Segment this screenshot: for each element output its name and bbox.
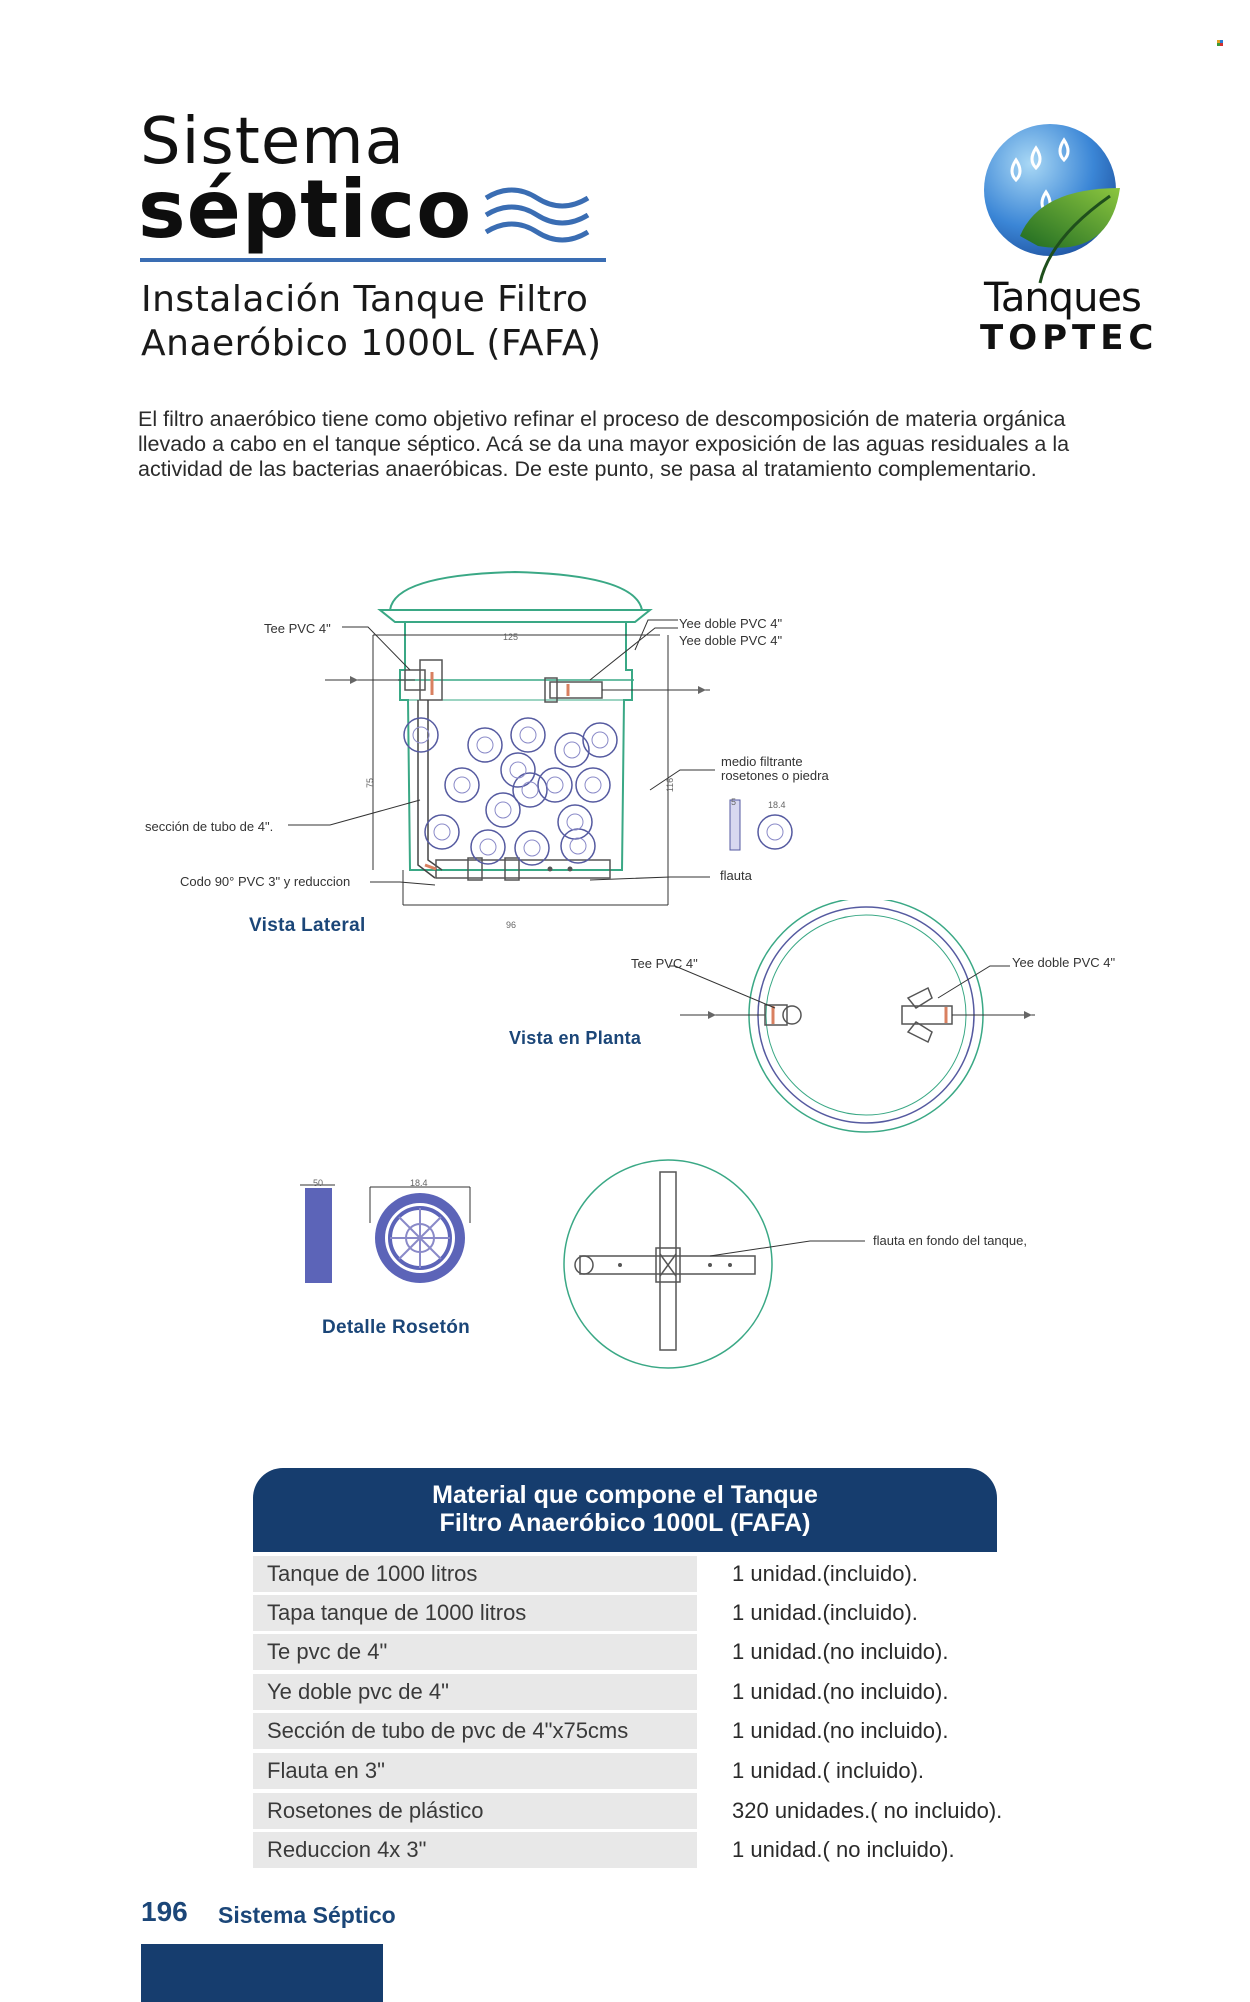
label-rosetones-piedra: rosetones o piedra bbox=[721, 768, 829, 783]
dim-bottom: 96 bbox=[506, 920, 517, 930]
dim-right: 116 bbox=[665, 777, 676, 793]
label-tee-pvc: Tee PVC 4" bbox=[264, 621, 331, 636]
title-line-2: séptico bbox=[138, 163, 473, 256]
logo-word-toptec: TOPTEC bbox=[980, 318, 1159, 358]
logo-word-tanques: Tanques bbox=[984, 275, 1141, 321]
page-number: 196 bbox=[141, 1896, 188, 1927]
table-row-item: Rosetones de plástico bbox=[253, 1793, 697, 1829]
corner-mark-icon bbox=[1217, 40, 1224, 47]
table-title-line-1: Material que compone el Tanque bbox=[432, 1481, 818, 1509]
page-section: Sistema Séptico bbox=[218, 1902, 396, 1928]
table-row-qty: 1 unidad.(no incluido). bbox=[732, 1679, 949, 1704]
vista-lateral-title: Vista Lateral bbox=[249, 915, 366, 936]
vista-planta-title: Vista en Planta bbox=[509, 1028, 642, 1048]
label-medio-filtrante: medio filtrante bbox=[721, 754, 803, 769]
water-drops-globe-leaf-icon bbox=[980, 118, 1128, 288]
table-row-item: Ye doble pvc de 4" bbox=[253, 1674, 697, 1710]
label-seccion-tubo: sección de tubo de 4". bbox=[145, 819, 274, 834]
flauta-detail-diagram bbox=[560, 1158, 1080, 1372]
table-row-qty: 1 unidad.( no incluido). bbox=[732, 1837, 955, 1862]
table-row-qty: 1 unidad.( incluido). bbox=[732, 1758, 925, 1783]
table-row-qty: 320 unidades.( no incluido). bbox=[732, 1798, 1003, 1823]
table-row-item: Te pvc de 4" bbox=[253, 1634, 697, 1670]
materials-table-header bbox=[253, 1468, 997, 1552]
roseton-dim-tube: 50 bbox=[313, 1178, 324, 1188]
dim-tube-small: 5 bbox=[731, 797, 737, 807]
intro-paragraph: El filtro anaeróbico tiene como objetivo refinar el proceso de descomposición de materia orgánica llevado a cabo en el tanque séptico. Acá se da una mayor exposición de las aguas residuales a la actividad de las bacterias anaeróbicas. De este punto, se pasa al tratamiento complementario. bbox=[138, 407, 1070, 481]
title-underline bbox=[140, 258, 606, 262]
table-row-item: Sección de tubo de pvc de 4"x75cms bbox=[253, 1713, 697, 1749]
dim-roseton-small: 18.4 bbox=[768, 800, 786, 810]
table-row-qty: 1 unidad.(no incluido). bbox=[732, 1639, 949, 1664]
plan-label-tee: Tee PVC 4" bbox=[631, 956, 698, 971]
table-row-item: Tapa tanque de 1000 litros bbox=[253, 1595, 697, 1631]
label-codo: Codo 90° PVC 3" y reduccion bbox=[180, 874, 351, 889]
subtitle-line-2: Anaeróbico 1000L (FAFA) bbox=[141, 323, 602, 364]
table-row-qty: 1 unidad.(incluido). bbox=[732, 1600, 918, 1625]
title-line-1: Sistema bbox=[140, 105, 405, 179]
label-flauta-fondo: flauta en fondo del tanque, bbox=[873, 1233, 1027, 1248]
roseton-dim-diameter: 18.4 bbox=[410, 1178, 428, 1188]
table-row-item: Flauta en 3" bbox=[253, 1753, 697, 1789]
subtitle-line-1: Instalación Tanque Filtro bbox=[141, 279, 589, 320]
roseton-detail-diagram bbox=[300, 1178, 480, 1298]
plan-view-diagram bbox=[670, 900, 1070, 1140]
label-yee-doble-1: Yee doble PVC 4" bbox=[679, 616, 783, 631]
footer-bar bbox=[141, 1944, 383, 2002]
detalle-roseton-title: Detalle Rosetón bbox=[322, 1317, 471, 1338]
table-row-item: Reduccion 4x 3" bbox=[253, 1832, 697, 1868]
waves-icon bbox=[484, 184, 590, 248]
table-row-qty: 1 unidad.(incluido). bbox=[732, 1561, 918, 1586]
table-title-line-2: Filtro Anaeróbico 1000L (FAFA) bbox=[439, 1509, 811, 1537]
subtitle bbox=[141, 278, 602, 366]
dim-top: 125 bbox=[503, 632, 519, 642]
dim-left: 75 bbox=[365, 777, 376, 789]
label-flauta: flauta bbox=[720, 868, 752, 883]
table-row-qty: 1 unidad.(no incluido). bbox=[732, 1718, 949, 1743]
label-yee-doble-2: Yee doble PVC 4" bbox=[679, 633, 783, 648]
table-row-item: Tanque de 1000 litros bbox=[253, 1556, 697, 1592]
plan-label-yee: Yee doble PVC 4" bbox=[1012, 955, 1116, 970]
